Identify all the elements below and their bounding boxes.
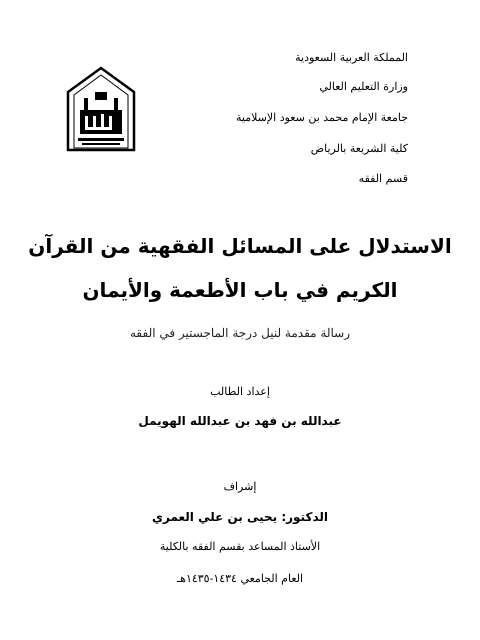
thesis-title-line-1: الاستدلال على المسائل الفقهية من القرآن [28, 234, 452, 258]
thesis-subtitle: رسالة مقدمة لنيل درجة الماجستير في الفقه [130, 326, 350, 340]
university-logo-icon [58, 64, 144, 154]
header-country: المملكة العربية السعودية [295, 51, 408, 64]
header-college: كلية الشريعة بالرياض [310, 142, 408, 155]
prepared-by-label: إعداد الطالب [210, 385, 270, 398]
header-university: جامعة الإمام محمد بن سعود الإسلامية [236, 111, 408, 124]
header-ministry: وزارة التعليم العالي [319, 80, 408, 93]
supervision-label: إشراف [223, 480, 257, 493]
thesis-title-line-2: الكريم في باب الأطعمة والأيمان [82, 278, 398, 302]
supervisor-title: الأستاذ المساعد بقسم الفقه بالكلية [159, 540, 321, 553]
academic-year: العام الجامعي ١٤٣٤-١٤٣٥هـ [176, 572, 304, 585]
supervisor-name: الدكتور: يحيى بن علي العمري [151, 510, 328, 524]
header-department: قسم الفقه [358, 172, 408, 185]
student-name: عبدالله بن فهد بن عبدالله الهويمل [138, 414, 342, 428]
